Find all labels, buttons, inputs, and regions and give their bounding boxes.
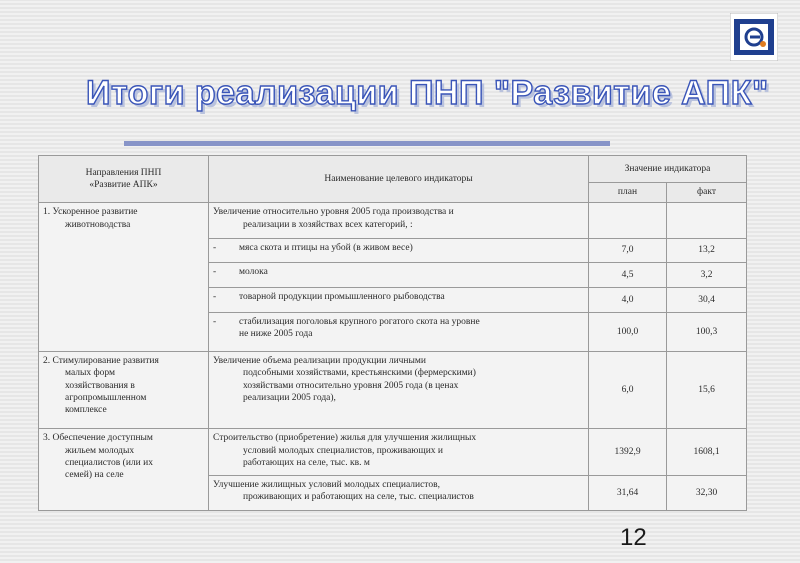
indicator-cell <box>209 203 589 238</box>
indicator-line: работающих на селе, тыс. кв. м <box>243 458 370 469</box>
header-direction-line: «Развитие АПК» <box>89 180 158 191</box>
plan-value: 7,0 <box>589 238 667 263</box>
direction-cell <box>39 352 209 429</box>
plan-value: 100,0 <box>589 312 667 351</box>
indicator-line: мяса скота и птицы на убой (в живом весе) <box>239 242 413 253</box>
plan-value: 4,0 <box>589 288 667 313</box>
indicator-text <box>239 266 584 278</box>
indicator-line: условий молодых специалистов, проживающих и <box>243 445 443 456</box>
direction-line: семей) на селе <box>65 470 124 481</box>
indicator-dash: - <box>213 242 217 253</box>
indicator-subitem <box>213 291 584 303</box>
indicator-line: Улучшение жилищных условий молодых специалистов, <box>213 479 440 490</box>
fact-value: 100,3 <box>667 312 747 351</box>
indicator-cell <box>209 238 589 263</box>
header-value: Значение индикатора <box>589 156 747 183</box>
indicator-line: не ниже 2005 года <box>239 329 313 340</box>
direction-cell <box>39 203 209 352</box>
header-direction-line: Направления ПНП <box>85 167 162 178</box>
institution-logo-icon <box>730 13 778 61</box>
indicator-subitem <box>213 316 584 341</box>
fact-value: 3,2 <box>667 263 747 288</box>
fact-value: 32,30 <box>667 475 747 510</box>
direction-line: специалистов (или их <box>65 458 153 469</box>
fact-value: 1608,1 <box>667 429 747 475</box>
table-row <box>39 203 747 238</box>
indicator-cell <box>209 263 589 288</box>
header-direction <box>39 156 209 203</box>
indicator-subitem <box>213 266 584 278</box>
plan-value: 31,64 <box>589 475 667 510</box>
direction-line: 3. Обеспечение доступным <box>43 433 153 444</box>
indicator-dash: - <box>213 316 217 327</box>
plan-value <box>589 203 667 238</box>
indicator-line: стабилизация поголовья крупного рогатого скота на уровне <box>239 316 480 327</box>
plan-value: 6,0 <box>589 352 667 429</box>
indicator-line: молока <box>239 267 268 278</box>
header-plan: план <box>589 182 667 203</box>
page-number: 12 <box>620 524 647 551</box>
plan-value: 1392,9 <box>589 429 667 475</box>
indicator-cell <box>209 429 589 475</box>
header-fact: факт <box>667 182 747 203</box>
indicator-cell <box>209 288 589 313</box>
direction-line: 1. Ускоренное развитие <box>43 207 138 218</box>
indicator-text <box>239 242 584 254</box>
indicator-line: Увеличение относительно уровня 2005 года производства и <box>213 207 454 218</box>
direction-line: животноводства <box>65 219 131 230</box>
indicator-line: подсобными хозяйствами, крестьянскими (фермерскими) <box>243 368 476 379</box>
fact-value: 30,4 <box>667 288 747 313</box>
table-row <box>39 352 747 429</box>
direction-line: комплексе <box>65 405 107 416</box>
indicator-line: хозяйствами относительно уровня 2005 года (в ценах <box>243 380 459 391</box>
indicator-text <box>239 316 584 341</box>
title-divider <box>124 141 610 146</box>
indicator-line: Увеличение объема реализации продукции личными <box>213 356 426 367</box>
direction-line: малых форм <box>65 368 116 379</box>
indicator-cell <box>209 475 589 510</box>
table-header-row <box>39 156 747 183</box>
fact-value: 15,6 <box>667 352 747 429</box>
table-row <box>39 429 747 475</box>
direction-line: агропромышленном <box>65 393 147 404</box>
indicator-line: реализации в хозяйствах всех категорий, : <box>243 219 413 230</box>
fact-value: 13,2 <box>667 238 747 263</box>
indicator-cell <box>209 312 589 351</box>
indicator-line: товарной продукции промышленного рыбоводства <box>239 292 445 303</box>
direction-line: хозяйствования в <box>65 380 135 391</box>
header-indicator: Наименование целевого индикаторы <box>209 156 589 203</box>
indicator-subitem <box>213 242 584 254</box>
direction-cell <box>39 429 209 511</box>
indicator-dash: - <box>213 267 217 278</box>
fact-value <box>667 203 747 238</box>
plan-value: 4,5 <box>589 263 667 288</box>
indicator-cell <box>209 352 589 429</box>
indicator-line: проживающих и работающих на селе, тыс. специалистов <box>243 492 474 503</box>
indicator-line: реализации 2005 года), <box>243 393 336 404</box>
indicator-line: Строительство (приобретение) жилья для улучшения жилищных <box>213 433 477 444</box>
indicators-table <box>38 155 747 511</box>
indicator-text <box>239 291 584 303</box>
slide-title: Итоги реализации ПНП "Развитие АПК" <box>86 74 769 112</box>
indicator-dash: - <box>213 292 217 303</box>
direction-line: 2. Стимулирование развития <box>43 356 159 367</box>
direction-line: жильем молодых <box>65 445 135 456</box>
